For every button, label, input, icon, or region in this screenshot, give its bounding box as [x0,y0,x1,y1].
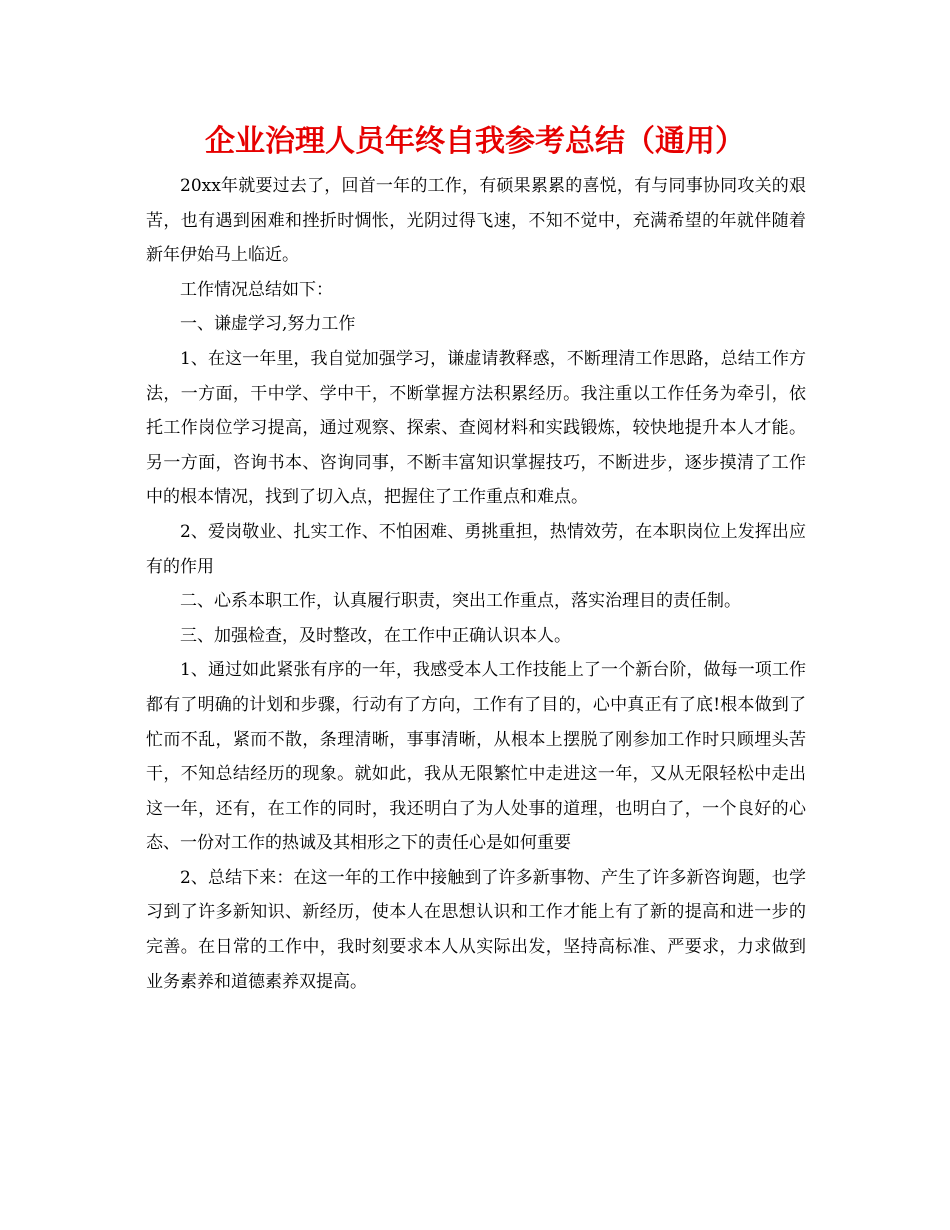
paragraph: 工作情况总结如下： [180,279,333,300]
section-heading: 二、心系本职工作，认真履行职责，突出工作重点，落实治理目的责任制。 [180,591,741,612]
document-title: 企业治理人员年终自我参考总结（通用） [205,124,745,159]
paragraph: 2、总结下来：在这一年的工作中接触到了许多新事物、产生了许多新咨询题，也学习到了许多新知识、新经历，使本人在思想认识和工作才能上有了新的提高和进一步的完善。在日常的工作中，我时刻要求本人从实际出发，坚持高标准、严要求，力求做到业务素养和道德素养双提高。 [146,867,806,992]
section-heading: 三、加强检查，及时整改，在工作中正确认识本人。 [180,625,571,646]
paragraph: 1、通过如此紧张有序的一年，我感受本人工作技能上了一个新台阶，做每一项工作都有了明确的计划和步骤，行动有了方向，工作有了目的，心中真正有了底!根本做到了忙而不乱，紧而不散，条理清晰，事事清晰，从根本上摆脱了刚参加工作时只顾埋头苦干，不知总结经历的现象。就如此，我从无限繁忙中走进这一年，又从无限轻松中走出这一年，还有，在工作的同时，我还明白了为人处事的道理，也明白了，一个良好的心态、一份对工作的热诚及其相形之下的责任心是如何重要 [146,660,806,854]
paragraph: 1、在这一年里，我自觉加强学习，谦虚请教释惑，不断理清工作思路，总结工作方法，一方面，干中学、学中干，不断掌握方法积累经历。我注重以工作任务为牵引，依托工作岗位学习提高，通过观察、探索、查阅材料和实践锻炼，较快地提升本人才能。另一方面，咨询书本、咨询同事，不断丰富知识掌握技巧，不断进步，逐步摸清了工作中的根本情况，找到了切入点，把握住了工作重点和难点。 [146,348,806,508]
paragraph: 20xx年就要过去了，回首一年的工作，有硕果累累的喜悦，有与同事协同攻关的艰苦，也有遇到困难和挫折时惆怅，光阴过得飞速，不知不觉中，充满希望的年就伴随着新年伊始马上临近。 [146,176,806,266]
paragraph: 2、爱岗敬业、扎实工作、不怕困难、勇挑重担，热情效劳，在本职岗位上发挥出应有的作用 [146,521,806,577]
section-heading: 一、谦虚学习,努力工作 [180,314,356,335]
document-body [146,169,806,999]
